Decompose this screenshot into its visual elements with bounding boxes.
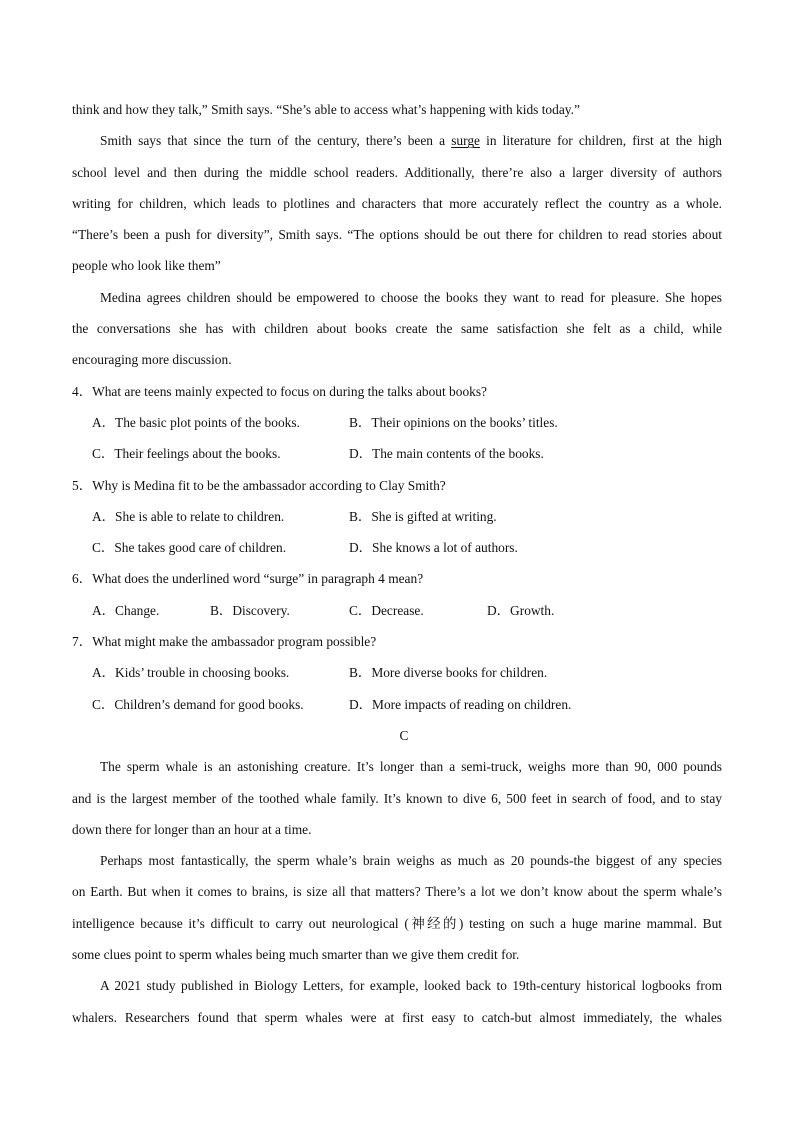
question-stem: 5．Why is Medina fit to be the ambassador according to Clay Smith? <box>72 477 446 493</box>
options-row <box>72 595 722 626</box>
paragraph-line: A 2021 study published in Biology Letters, for example, looked back to 19th-century historical logbooks from <box>100 978 722 994</box>
paragraph-line: the conversations she has with children about books create the same satisfaction she felt as a child, while <box>72 321 722 337</box>
paragraph-line: The sperm whale is an astonishing creature. It’s longer than a semi-truck, weighs more than 90, 000 pounds <box>100 759 722 775</box>
paragraph-line: writing for children, which leads to plotlines and characters that more accurately reflect the country as a whole. <box>72 195 722 211</box>
text-span: Smith says that since the turn of the century, there’s been a <box>100 133 452 149</box>
options-row <box>72 438 722 469</box>
paragraph-line: down there for longer than an hour at a time. <box>72 821 312 837</box>
options-row <box>72 407 722 438</box>
underlined-word: surge <box>451 133 480 149</box>
paragraph-line: some clues point to sperm whales being much smarter than we give them credit for. <box>72 947 520 963</box>
paragraph-line: people who look like them” <box>72 258 221 274</box>
question-stem: 7．What might make the ambassador program possible? <box>72 634 377 650</box>
option-d: D．The main contents of the books. <box>349 446 544 462</box>
paragraph-line: and is the largest member of the toothed whale family. It’s known to dive 6, 500 feet in search of food, and to stay <box>72 790 722 806</box>
paragraph-line: “There’s been a push for diversity”, Smith says. “The options should be out there for children to read stories about <box>72 227 722 243</box>
section-heading: C <box>399 727 409 743</box>
option-b: B．Discovery. <box>210 602 290 618</box>
option-b: B．Their opinions on the books’ titles. <box>349 414 558 430</box>
paragraph-line: whalers. Researchers found that sperm whales were at first easy to catch-but almost immediately, the whales <box>72 1009 722 1025</box>
option-d: D．Growth. <box>487 602 555 618</box>
option-a: A．Kids’ trouble in choosing books. <box>92 665 290 681</box>
option-b: B．More diverse books for children. <box>349 665 548 681</box>
paragraph-line <box>72 125 722 156</box>
option-c: C．She takes good care of children. <box>92 540 287 556</box>
option-d: D．She knows a lot of authors. <box>349 540 518 556</box>
option-c: C．Decrease. <box>349 602 424 618</box>
option-a: A．She is able to relate to children. <box>92 508 285 524</box>
option-c: C．Their feelings about the books. <box>92 446 281 462</box>
paragraph-line: Medina agrees children should be empowered to choose the books they want to read for pleasure. She hopes <box>100 289 722 305</box>
paragraph-line: on Earth. But when it comes to brains, is size all that matters? There’s a lot we don’t know about the sperm whale’s <box>72 884 722 900</box>
paragraph-line: school level and then during the middle school readers. Additionally, there’re also a larger diversity of authors <box>72 164 722 180</box>
paragraph-line: Perhaps most fantastically, the sperm whale’s brain weighs as much as 20 pounds-the biggest of any species <box>100 853 722 869</box>
option-d: D．More impacts of reading on children. <box>349 696 572 712</box>
options-row <box>72 657 722 688</box>
options-row <box>72 532 722 563</box>
option-b: B．She is gifted at writing. <box>349 508 497 524</box>
paragraph-line: think and how they talk,” Smith says. “She’s able to access what’s happening with kids today.” <box>72 102 580 117</box>
option-c: C．Children’s demand for good books. <box>92 696 304 712</box>
options-row <box>72 689 722 720</box>
document-page <box>72 94 722 1033</box>
option-a: A．The basic plot points of the books. <box>92 414 300 430</box>
question-stem: 6．What does the underlined word “surge” in paragraph 4 mean? <box>72 571 424 587</box>
paragraph-line: encouraging more discussion. <box>72 352 232 368</box>
option-a: A．Change. <box>92 602 160 618</box>
question-stem: 4．What are teens mainly expected to focus on during the talks about books? <box>72 383 487 399</box>
text-span: in literature for children, first at the high <box>479 133 723 149</box>
options-row <box>72 501 722 532</box>
paragraph-line: intelligence because it’s difficult to carry out neurological (神经的) testing on such a huge marine mammal. But <box>72 915 722 931</box>
